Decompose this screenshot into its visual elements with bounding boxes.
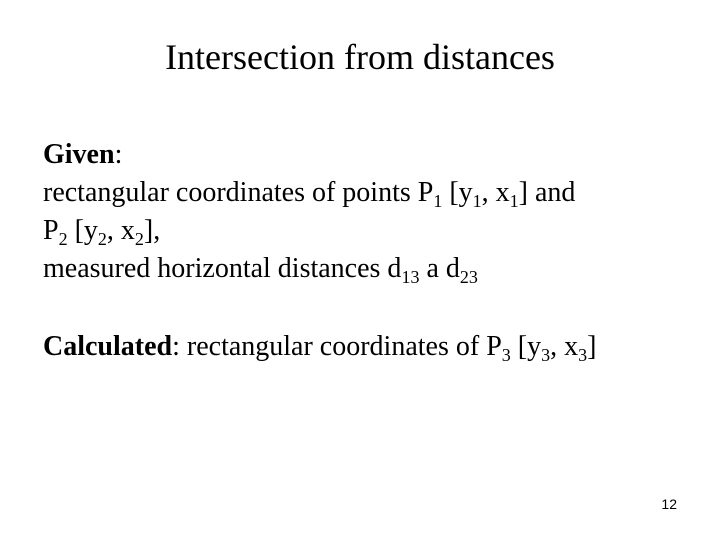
text: ] and xyxy=(518,177,576,208)
subscript: 23 xyxy=(459,267,478,287)
subscript: 13 xyxy=(401,267,420,287)
text: , x xyxy=(481,177,510,208)
text: [y xyxy=(510,331,542,362)
slide-title: Intersection from distances xyxy=(165,37,555,77)
given-heading xyxy=(43,136,693,174)
text: ] xyxy=(587,331,597,362)
calculated-line xyxy=(43,328,693,366)
text: rectangular coordinates of points P xyxy=(43,177,434,208)
subscript: 3 xyxy=(578,345,588,365)
subscript: 1 xyxy=(472,191,482,211)
given-line-point-p2 xyxy=(43,212,693,250)
text: , x xyxy=(106,215,135,246)
given-line-distances xyxy=(43,250,693,288)
text: : rectangular coordinates of P xyxy=(172,331,502,362)
text: [y xyxy=(442,177,473,208)
text: P xyxy=(43,215,59,246)
text: , x xyxy=(550,331,579,362)
text: measured horizontal distances d xyxy=(43,253,402,284)
calculated-label: Calculated xyxy=(43,331,173,362)
text: [y xyxy=(67,215,98,246)
given-line-points-p1 xyxy=(43,174,693,212)
page-number: 12 xyxy=(661,496,677,512)
text: a d xyxy=(419,253,460,284)
given-label: Given xyxy=(43,139,115,170)
subscript: 2 xyxy=(134,229,144,249)
subscript: 1 xyxy=(509,191,519,211)
given-colon: : xyxy=(114,139,123,170)
subscript: 3 xyxy=(541,345,551,365)
text: ], xyxy=(143,215,161,246)
slide-body xyxy=(43,136,693,366)
subscript: 2 xyxy=(58,229,68,249)
subscript: 2 xyxy=(97,229,107,249)
subscript: 1 xyxy=(433,191,443,211)
subscript: 3 xyxy=(501,345,511,365)
